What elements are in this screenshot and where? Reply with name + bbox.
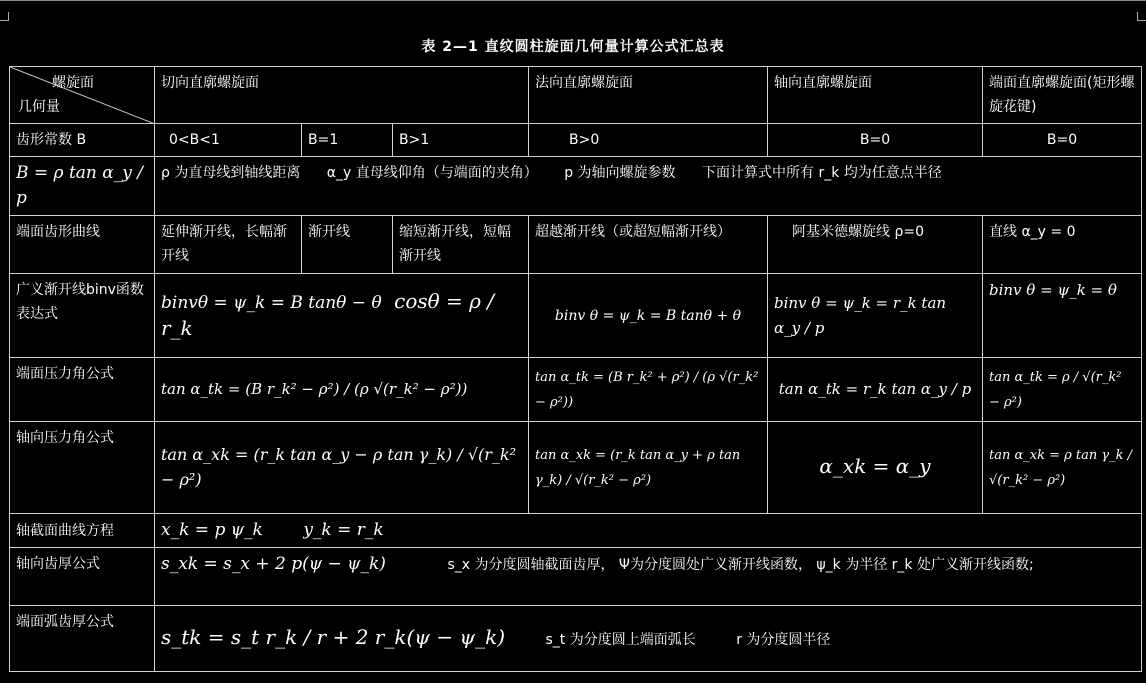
row-binv [10, 274, 1142, 358]
def-alpha: α_y 直母线仰角（与端面的夹角） [326, 165, 538, 181]
b-value-2: B=1 [302, 124, 393, 157]
b-value-6: B=0 [983, 124, 1142, 157]
endpress-end: tan α_tk = ρ / √(r_k² − ρ²) [989, 369, 1122, 410]
row-end-curve [10, 216, 1142, 274]
endpress-axial-cell [768, 358, 983, 422]
axcurve-cell [155, 514, 1142, 548]
axthick-note: s_x 为分度圆轴截面齿厚， Ψ为分度圆处广义渐开线函数， ψ_k 为半径 r_k 处广义渐开线函数; [447, 557, 1034, 573]
curve-axial: 阿基米德螺旋线 ρ=0 [768, 216, 983, 274]
axpress-end-cell [983, 422, 1142, 514]
col-header-normal: 法向直廓螺旋面 [529, 67, 768, 124]
row-axial-pressure [10, 422, 1142, 514]
binv-tangential: binvθ = ψ_k = B tanθ − θ [161, 292, 382, 313]
b-value-3: B>1 [393, 124, 529, 157]
table-title: 表 2—1 直纹圆柱旋面几何量计算公式汇总表 [421, 39, 725, 55]
row-axial-thickness [10, 548, 1142, 606]
corner-bottom-label: 几何量 [18, 99, 60, 115]
axpress-end: tan α_xk = ρ tan γ_k / √(r_k² − ρ²) [989, 447, 1133, 488]
curve-tangential-1: 延伸渐开线，长幅渐开线 [155, 216, 302, 274]
label-binv: 广义渐开线binv函数表达式 [10, 274, 155, 358]
def-p: p 为轴向螺旋参数 [564, 165, 676, 181]
endarc-formula: s_tk = s_t r_k / r + 2 r_k(ψ − ψ_k) [161, 625, 506, 649]
axpress-axial: α_xk = α_y [819, 454, 931, 478]
axcurve-y: y_k = r_k [303, 520, 384, 540]
b-value-5: B=0 [768, 124, 983, 157]
row-end-arc [10, 606, 1142, 672]
col-header-tangential: 切向直廓螺旋面 [155, 67, 529, 124]
label-axial-curve: 轴截面曲线方程 [10, 514, 155, 548]
binv-end: binv θ = ψ_k = θ [989, 281, 1117, 299]
endarc-note-r: r 为分度圆半径 [736, 632, 831, 648]
axpress-axial-cell [768, 422, 983, 514]
row-b-constant [10, 124, 1142, 157]
window-top-border [0, 0, 1146, 6]
axthick-formula: s_xk = s_x + 2 p(ψ − ψ_k) [161, 554, 386, 574]
b-value-4: B>0 [529, 124, 768, 157]
label-end-pressure: 端面压力角公式 [10, 358, 155, 422]
endarc-cell [155, 606, 1142, 672]
def-rho: ρ 为直母线到轴线距离 [161, 165, 301, 181]
row-definitions [10, 157, 1142, 216]
b-value-1: 0<B<1 [155, 124, 302, 157]
endpress-normal: tan α_tk = (B r_k² + ρ²) / (ρ √(r_k² − ρ²)) [535, 369, 759, 410]
endpress-end-cell [983, 358, 1142, 422]
corner-mark-left [0, 12, 9, 21]
formula-table [9, 66, 1142, 672]
label-axial-pressure: 轴向压力角公式 [10, 422, 155, 514]
endarc-note-st: s_t 为分度圆上端面弧长 [545, 632, 696, 648]
curve-tangential-3: 缩短渐开线，短幅渐开线 [393, 216, 529, 274]
label-end-curve: 端面齿形曲线 [10, 216, 155, 274]
endpress-axial: tan α_tk = r_k tan α_y / p [778, 380, 972, 398]
binv-axial-cell [768, 274, 983, 358]
col-header-end: 端面直廓螺旋面(矩形螺旋花键) [983, 67, 1142, 124]
binv-axial: binv θ = ψ_k = r_k tan α_y / p [774, 293, 947, 337]
axpress-normal-cell [529, 422, 768, 514]
col-header-axial: 轴向直廓螺旋面 [768, 67, 983, 124]
label-end-arc: 端面弧齿厚公式 [10, 606, 155, 672]
binv-tangential-cell [155, 274, 529, 358]
definitions-cell [155, 157, 1142, 216]
binv-end-cell [983, 274, 1142, 358]
axthick-cell [155, 548, 1142, 606]
endpress-tangential-cell [155, 358, 529, 422]
label-b-constant: 齿形常数 B [10, 124, 155, 157]
axpress-normal: tan α_xk = (r_k tan α_y + ρ tan γ_k) / √(r_k² − ρ²) [535, 447, 741, 488]
endpress-tangential: tan α_tk = (B r_k² − ρ²) / (ρ √(r_k² − ρ²)) [161, 380, 468, 398]
row-end-pressure [10, 358, 1142, 422]
label-axial-thickness: 轴向齿厚公式 [10, 548, 155, 606]
corner-header-cell [10, 67, 155, 124]
curve-normal: 超越渐开线（或超短幅渐开线） [529, 216, 768, 274]
binv-normal: binv θ = ψ_k = B tanθ + θ [554, 307, 742, 324]
axpress-tangential: tan α_xk = (r_k tan α_y − ρ tan γ_k) / √(r_k² − ρ²) [161, 444, 517, 489]
def-rk: 下面计算式中所有 r_k 均为任意点半径 [702, 165, 942, 181]
axpress-tangential-cell [155, 422, 529, 514]
curve-tangential-2: 渐开线 [302, 216, 393, 274]
curve-end: 直线 α_y = 0 [983, 216, 1142, 274]
axcurve-x: x_k = p ψ_k [161, 520, 263, 540]
cos-theta-formula: cosθ = ρ / r_k [161, 288, 495, 340]
corner-mark-right [1137, 12, 1146, 21]
corner-top-label: 螺旋面 [52, 75, 94, 91]
b-formula: B = ρ tan α_y / p [16, 163, 143, 208]
b-formula-cell [10, 157, 155, 216]
header-row [10, 67, 1142, 124]
endpress-normal-cell [529, 358, 768, 422]
row-axial-curve [10, 514, 1142, 548]
binv-normal-cell [529, 274, 768, 358]
